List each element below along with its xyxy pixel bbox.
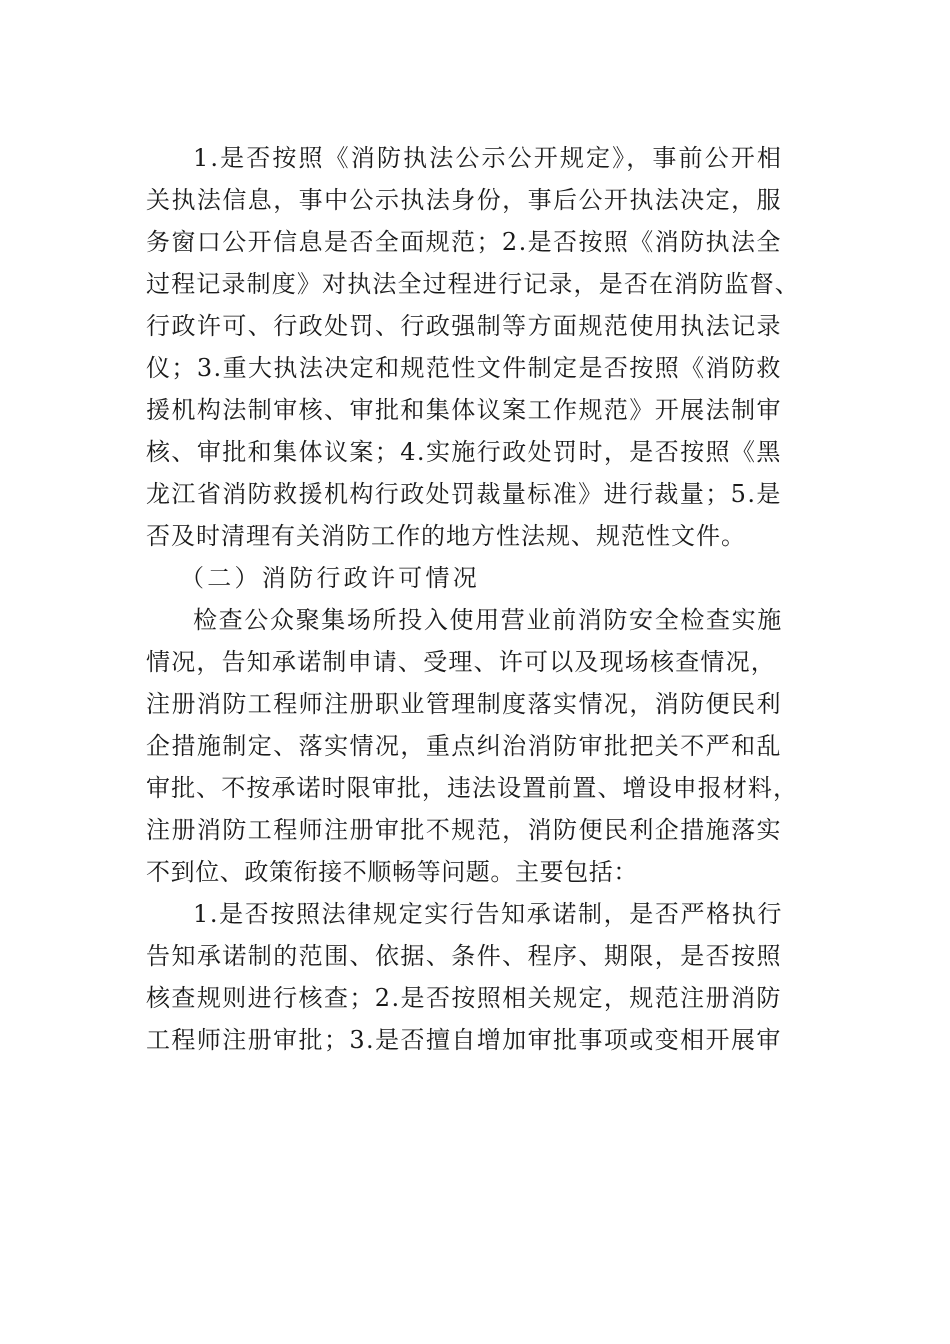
text-line: 检查公众聚集场所投入使用营业前消防安全检查实施 bbox=[193, 606, 783, 634]
text-line: 注册消防工程师注册职业管理制度落实情况，消防便民利 bbox=[146, 690, 782, 718]
text-line: 情况，告知承诺制申请、受理、许可以及现场核查情况， bbox=[146, 648, 776, 676]
text-line: 1.是否按照《消防执法公示公开规定》，事前公开相 bbox=[193, 144, 784, 172]
text-line: 关执法信息，事中公示执法身份，事后公开执法决定，服 bbox=[146, 186, 782, 214]
text-line: 注册消防工程师注册审批不规范，消防便民利企措施落实 bbox=[146, 816, 782, 844]
text-line: 告知承诺制的范围、依据、条件、程序、期限，是否按照 bbox=[146, 942, 782, 970]
text-line: 核查规则进行核查；2.是否按照相关规定，规范注册消防 bbox=[146, 984, 782, 1012]
text-line: 务窗口公开信息是否全面规范；2.是否按照《消防执法全 bbox=[146, 228, 782, 256]
text-line: 核、审批和集体议案；4.实施行政处罚时，是否按照《黑 bbox=[146, 438, 782, 466]
section-heading: （二）消防行政许可情况 bbox=[180, 564, 480, 592]
text-line: 仪；3.重大执法决定和规范性文件制定是否按照《消防救 bbox=[146, 354, 782, 382]
text-line: 龙江省消防救援机构行政处罚裁量标准》进行裁量；5.是 bbox=[146, 480, 782, 508]
text-line: 企措施制定、落实情况，重点纠治消防审批把关不严和乱 bbox=[146, 732, 782, 760]
text-line: 援机构法制审核、审批和集体议案工作规范》开展法制审 bbox=[146, 396, 782, 424]
text-line: 1.是否按照法律规定实行告知承诺制，是否严格执行 bbox=[193, 900, 784, 928]
text-line: 行政许可、行政处罚、行政强制等方面规范使用执法记录 bbox=[146, 312, 782, 340]
text-line: 审批、不按承诺时限审批，违法设置前置、增设申报材料， bbox=[146, 774, 799, 802]
text-line: 否及时清理有关消防工作的地方性法规、规范性文件。 bbox=[146, 522, 746, 550]
text-line: 工程师注册审批；3.是否擅自增加审批事项或变相开展审 bbox=[146, 1026, 782, 1054]
text-line: 不到位、政策衔接不顺畅等问题。主要包括： bbox=[146, 858, 638, 886]
text-line: 过程记录制度》对执法全过程进行记录，是否在消防监督、 bbox=[146, 270, 800, 298]
